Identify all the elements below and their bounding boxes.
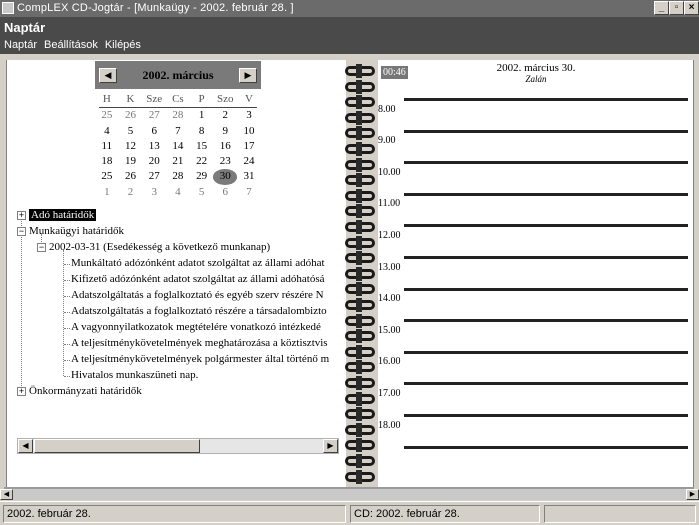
ring-post [356,438,362,452]
spiral-ring [342,440,378,452]
calendar-day[interactable]: 17 [243,139,255,152]
spiral-ring [342,409,378,421]
ring-post [356,126,362,140]
expand-icon[interactable]: + [18,386,25,396]
ring-post [356,236,362,250]
day-date-title: 2002. március 30. [496,62,576,74]
calendar-day[interactable]: 7 [246,185,252,198]
time-slot-line[interactable] [404,414,688,417]
spiral-ring [342,362,378,374]
spiral-ring [342,347,378,359]
tree-node-label: Hivatalos munkaszüneti nap. [71,369,199,381]
bottom-scrollbar[interactable] [0,489,699,500]
tree-item[interactable] [71,368,339,384]
ring-post [356,376,362,390]
tree-node-label: Kifizető adózónként adatot szolgáltat az állami adóhatósá [71,273,325,285]
scroll-left-arrow-icon[interactable]: ◀ [18,439,33,453]
ring-post [356,204,362,218]
ring-post [356,314,362,328]
time-slot-label: 10.00 [378,166,401,178]
time-slot-line[interactable] [404,98,688,101]
time-slot-label: 13.00 [378,261,401,273]
spiral-ring [342,191,378,203]
prev-month-button[interactable]: ◀ [99,68,117,83]
ring-post [356,64,362,78]
app-header [0,17,699,54]
tree-connector [64,264,70,265]
status-date: 2002. február 28. [3,505,346,523]
tree-connector [21,218,22,388]
time-slot-label: 18.00 [378,419,401,431]
calendar-weekday-row [95,92,261,107]
tree-node-label: Adatszolgáltatás a foglalkoztató részére a társadalombizto [71,305,327,317]
tree-group-node[interactable] [29,224,124,240]
calendar-week-row [95,154,261,169]
calendar-day[interactable]: 1 [104,185,110,198]
title-bar [0,0,699,17]
calendar-grid [95,92,261,200]
calendar-day[interactable]: 3 [246,109,252,122]
time-slot-line[interactable] [404,319,688,322]
tree-item[interactable] [71,272,339,288]
spiral-ring [342,394,378,406]
spiral-ring [342,331,378,343]
tree-node-label: Adó határidők [31,209,95,221]
ring-post [356,111,362,125]
tree-connector [63,250,64,376]
calendar-day[interactable]: 7 [175,124,181,137]
ring-post [356,407,362,421]
menu-item-naptar[interactable]: Naptár [4,39,38,51]
ring-post [356,282,362,296]
status-empty-panel [544,505,696,523]
time-slot-line[interactable] [404,256,688,259]
calendar-day[interactable]: 15 [196,139,208,152]
time-slot-label: 16.00 [378,356,401,368]
calendar-week-row [95,124,261,139]
tree-connector [64,360,70,361]
tree-connector [64,328,70,329]
calendar-day[interactable]: 22 [196,155,208,168]
ring-post [356,454,362,468]
ring-post [356,251,362,265]
spiral-ring [342,253,378,265]
calendar-day[interactable]: 18 [101,155,113,168]
time-slot-line[interactable] [404,224,688,227]
scroll-thumb[interactable] [34,439,200,453]
time-slot-label: 14.00 [378,293,401,305]
calendar-day[interactable]: 20 [148,155,160,168]
calendar-week-row [95,139,261,154]
tree-node-label: Munkaügyi határidők [29,225,125,237]
restore-icon[interactable]: ▫ [669,1,684,15]
spiral-ring [342,425,378,437]
calendar-day[interactable]: 28 [172,170,184,183]
tree-item[interactable] [71,304,339,320]
calendar-month-title: 2002. március [142,68,214,82]
tree-node-label: Önkormányzati határidők [29,385,142,397]
calendar-day[interactable]: 10 [243,124,255,137]
right-page [378,60,694,488]
calendar-day[interactable]: 1 [198,109,205,122]
tree-connector [64,280,70,281]
ring-post [356,142,362,156]
spiral-ring [342,300,378,312]
spiral-ring [342,82,378,94]
tree-node-label: Munkáltató adózónként adatot szolgáltat az állami adóhat [71,257,325,269]
bottom-scroll-left-icon[interactable]: ◀ [0,489,13,500]
weekday-label: Sze [146,93,163,105]
time-slot-label: 11.00 [378,198,401,210]
month-calendar [95,61,261,198]
spiral-ring [342,113,378,125]
calendar-day[interactable]: 26 [125,109,137,122]
weekday-label: P [198,93,205,105]
ring-post [356,470,362,484]
calendar-day[interactable]: 4 [175,185,181,198]
tree-item[interactable] [71,336,339,352]
tree-item[interactable] [71,288,339,304]
spiral-ring [342,128,378,140]
spiral-binding [342,56,378,488]
ring-post [356,173,362,187]
current-time: 00:46 [383,67,406,78]
tree-node-label: Adatszolgáltatás a foglalkoztató és egyéb szerv részére N [71,289,324,301]
tree-connector [64,296,70,297]
calendar-day[interactable]: 9 [222,124,229,137]
spiral-ring [342,206,378,218]
time-slot-label: 8.00 [378,103,396,115]
tree-node-label: A teljesítménykövetelmények polgármester által történő m [71,353,330,365]
ring-post [356,392,362,406]
ring-post [356,360,362,374]
calendar-day[interactable]: 27 [148,170,160,183]
time-slot-line[interactable] [404,193,688,196]
spiral-ring [342,97,378,109]
tree-connector [64,312,70,313]
calendar-day[interactable]: 21 [172,155,184,168]
calendar-day[interactable]: 23 [219,155,231,168]
left-page [6,60,346,488]
tree-node-label: A teljesítménykövetelmények meghatározása a köztisztvis [71,337,328,349]
tree-group-node[interactable] [49,240,270,256]
calendar-week-row [95,169,261,184]
time-slot-label: 9.00 [378,135,396,147]
calendar-day[interactable]: 26 [125,170,137,183]
calendar-day[interactable]: 12 [125,139,137,152]
weekday-label: K [126,93,135,105]
next-month-button[interactable]: ▶ [239,68,257,83]
spiral-ring [342,175,378,187]
calendar-day[interactable]: 27 [148,109,160,122]
calendar-divider [99,107,257,108]
tree-group-node[interactable] [29,208,96,224]
calendar-day[interactable]: 8 [198,124,205,137]
tree-connector [64,344,70,345]
minimize-icon[interactable]: _ [654,1,669,15]
collapse-icon[interactable]: − [18,226,25,236]
calendar-day[interactable]: 25 [101,170,113,183]
spiral-ring [342,316,378,328]
ring-post [356,189,362,203]
menu-item-kilepes[interactable]: Kilépés [104,39,141,51]
tree-item[interactable] [71,352,339,368]
calendar-day[interactable]: 4 [104,124,110,137]
spiral-ring [342,269,378,281]
calendar-day[interactable]: 5 [127,124,134,137]
calendar-day-selected[interactable]: 30 [213,169,237,184]
ring-post [356,423,362,437]
tree-group-node[interactable] [29,384,142,400]
ring-post [356,298,362,312]
tree-node-label: A vagyonnyilatkozatok megtételére vonatkozó intézkedé [71,321,321,333]
weekday-label: Szo [217,93,234,105]
time-slot-line[interactable] [404,130,688,133]
tree-item[interactable] [71,256,339,272]
status-bar [0,501,699,525]
calendar-day[interactable]: 5 [198,185,205,198]
time-slot-line[interactable] [404,288,688,291]
time-slot-label: 17.00 [378,388,401,399]
weekday-label: Cs [172,93,184,105]
calendar-day[interactable]: 14 [172,139,184,152]
name-day: Zalán [525,74,547,84]
calendar-day[interactable]: 29 [196,170,208,183]
tree-connector [64,376,70,377]
calendar-day[interactable]: 24 [243,155,255,168]
scroll-right-arrow-icon[interactable]: ▶ [323,439,338,453]
weekday-label: V [244,93,253,105]
menu-item-beallitasok[interactable]: Beállítások [44,39,98,51]
spiral-ring [342,66,378,78]
time-slot-label: 12.00 [378,230,401,241]
spiral-ring [342,472,378,484]
time-slot-label: 15.00 [378,324,401,336]
tree-node-label: 2002-03-31 (Esedékesség a következő munkanap) [49,241,271,253]
calendar-day[interactable]: 28 [172,109,184,122]
tree-horizontal-scrollbar[interactable] [17,438,339,454]
ring-post [356,267,362,281]
ring-post [356,95,362,109]
tree-item[interactable] [71,320,339,336]
calendar-day[interactable]: 11 [101,139,113,152]
time-slot-line[interactable] [404,161,688,164]
weekday-label: H [102,93,111,105]
calendar-day[interactable]: 6 [222,185,229,198]
calendar-day[interactable]: 13 [148,139,160,152]
ring-post [356,80,362,94]
calendar-day[interactable]: 16 [219,139,231,152]
calendar-day[interactable]: 25 [101,109,113,122]
window-title: CompLEX CD-Jogtár - [Munkaügy - 2002. február 28. ] [17,2,294,14]
spiral-ring [342,144,378,156]
menu-bar [4,39,141,51]
spiral-ring [342,222,378,234]
time-slot-line[interactable] [404,351,688,354]
time-slot-line[interactable] [404,446,688,449]
calendar-day[interactable]: 2 [127,185,134,198]
spiral-ring [342,160,378,172]
ring-post [356,329,362,343]
ring-post [356,158,362,172]
calendar-header [95,61,261,89]
bottom-scroll-right-icon[interactable]: ▶ [686,489,699,500]
app-icon [2,2,14,14]
spiral-ring [342,284,378,296]
collapse-icon[interactable]: − [38,242,45,252]
calendar-week-row [95,108,261,123]
app-name: Naptár [4,20,46,35]
expand-icon[interactable]: + [18,210,25,220]
calendar-day[interactable]: 31 [243,170,255,183]
close-icon[interactable]: × [684,1,699,15]
spiral-ring [342,378,378,390]
calendar-day[interactable]: 6 [151,124,157,137]
time-slot-line[interactable] [404,382,688,385]
status-cd-date: CD: 2002. február 28. [350,505,540,523]
ring-post [356,220,362,234]
calendar-day[interactable]: 19 [125,155,137,168]
calendar-day[interactable]: 3 [151,185,157,198]
ring-post [356,345,362,359]
spiral-ring [342,238,378,250]
spiral-ring [342,456,378,468]
calendar-week-row [95,185,261,200]
calendar-day[interactable]: 2 [222,109,229,122]
